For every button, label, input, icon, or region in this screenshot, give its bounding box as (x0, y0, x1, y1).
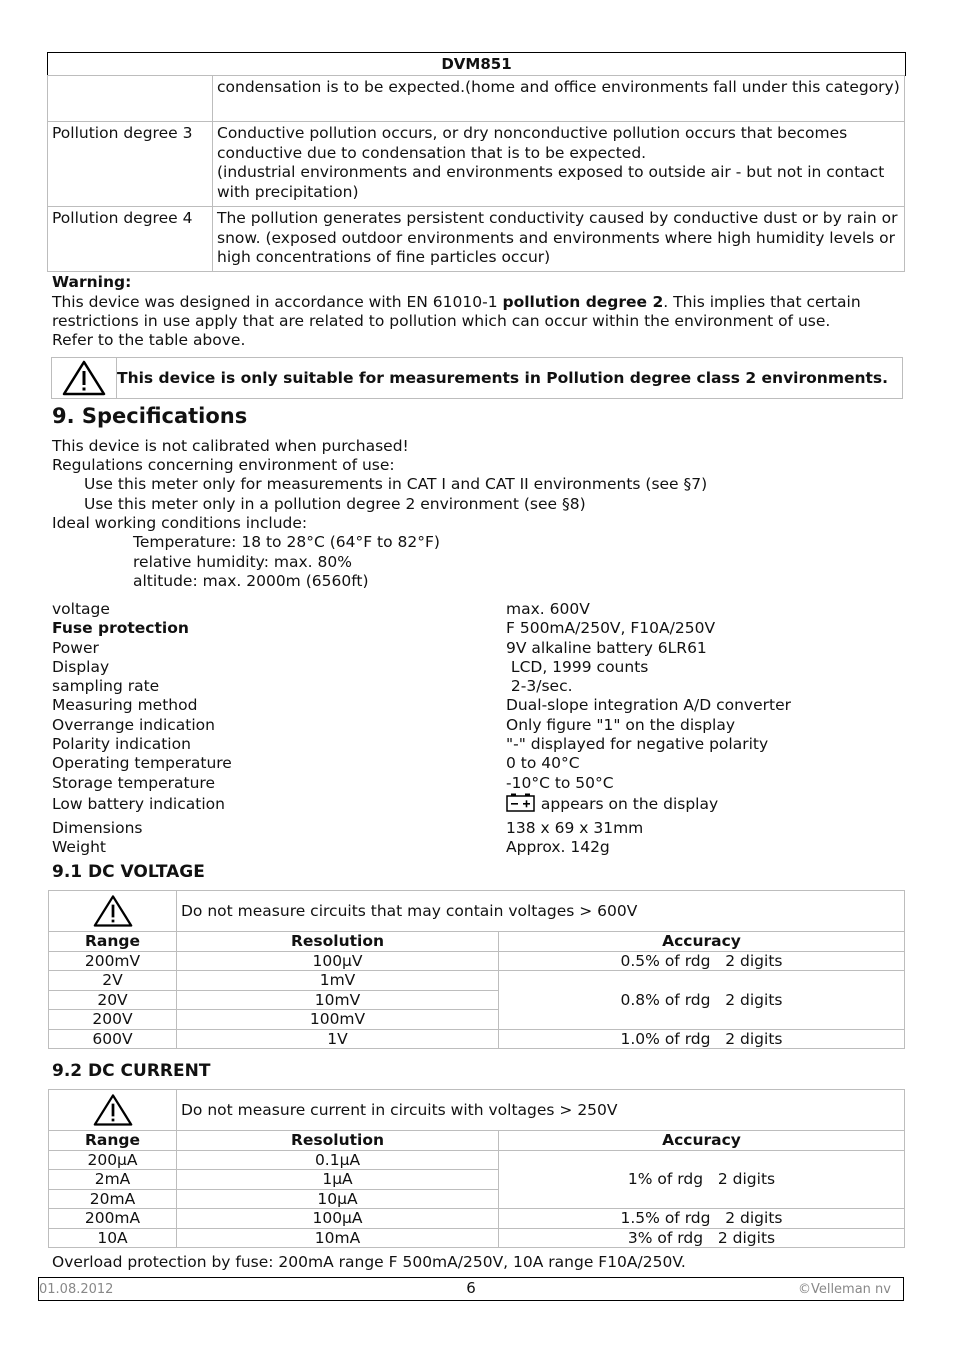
spec-key: Storage temperature (52, 773, 215, 792)
table-row (49, 1090, 905, 1131)
resolution-cell: 1µA (177, 1170, 499, 1190)
warning-heading: Warning: (52, 273, 132, 291)
accuracy-cell (499, 1209, 905, 1229)
spec-value: Dual-slope integration A/D converter (506, 696, 791, 715)
accuracy-digits: 2 digits (725, 1209, 783, 1227)
spec-value: Only figure "1" on the display (506, 715, 736, 734)
pollution-label (48, 76, 213, 122)
accuracy-cell (499, 1228, 905, 1248)
range-cell: 200V (49, 1010, 177, 1030)
warning-line-2: restrictions in use apply that are related to pollution which can occur within the environment of use. (52, 312, 831, 330)
page-number: 6 (466, 1279, 476, 1297)
intro-line: Use this meter only in a pollution degree 2 environment (see §8) (84, 495, 586, 513)
spec-key: Low battery indication (52, 794, 225, 813)
intro-line: Ideal working conditions include: (52, 514, 308, 532)
range-cell: 200µA (49, 1150, 177, 1170)
spec-value (506, 793, 718, 819)
spec-row (52, 619, 852, 638)
warning-triangle-icon (52, 358, 117, 398)
warning-message: Do not measure current in circuits with voltages > 250V (177, 1090, 905, 1131)
intro-line: altitude: max. 2000m (6560ft) (133, 572, 369, 590)
pollution-description: The pollution generates persistent conductivity caused by conductive dust or by rain or snow. (exposed outdoor environments and environments where high humidity levels or high concentrations of fine particles occur) (213, 207, 905, 272)
low-battery-text: appears on the display (536, 794, 719, 813)
spec-key: sampling rate (52, 677, 160, 696)
overload-note: Overload protection by fuse: 200mA range F 500mA/250V, 10A range F10A/250V. (52, 1253, 686, 1271)
footer-date: 01.08.2012 (39, 1282, 114, 1297)
accuracy-cell (499, 1150, 905, 1209)
warning-line-3: Refer to the table above. (52, 331, 246, 349)
column-header: Accuracy (499, 932, 905, 952)
spec-value: Approx. 142g (506, 838, 610, 857)
warning-message: This device is only suitable for measurements in Pollution degree class 2 environments. (117, 369, 889, 387)
table-header-row (49, 932, 905, 952)
resolution-cell: 10µA (177, 1189, 499, 1209)
spec-key: voltage (52, 600, 110, 618)
spec-key: Power (52, 638, 99, 657)
warning-bold-text: pollution degree 2 (502, 293, 664, 311)
spec-key: Overrange indication (52, 715, 215, 734)
intro-line: This device is not calibrated when purchased! (52, 437, 409, 455)
spec-key: Operating temperature (52, 754, 232, 773)
spec-row (52, 716, 852, 735)
warning-text: . This implies that certain (663, 293, 861, 311)
accuracy-digits: 2 digits (717, 1228, 776, 1247)
intro-line: Use this meter only for measurements in CAT I and CAT II environments (see §7) (84, 475, 708, 493)
table-row (49, 1150, 905, 1170)
table-row (49, 951, 905, 971)
section-heading: 9. Specifications (52, 404, 248, 428)
spec-row (52, 600, 852, 619)
column-header: Resolution (177, 1131, 499, 1151)
spec-row (52, 838, 852, 857)
spec-list (52, 600, 852, 858)
range-cell: 10A (49, 1228, 177, 1248)
spec-row (52, 819, 852, 838)
range-cell: 200mV (49, 951, 177, 971)
intro-line: Temperature: 18 to 28°C (64°F to 82°F) (133, 533, 440, 551)
warning-text: This device was designed in accordance with EN 61010-1 (52, 293, 503, 311)
spec-value: 2-3/sec. (506, 677, 573, 696)
spec-value: -10°C to 50°C (506, 773, 614, 792)
spec-row (52, 658, 852, 677)
accuracy-pct: 1% of rdg (627, 1170, 704, 1188)
intro-line: Regulations concerning environment of use: (52, 456, 395, 474)
spec-value: "-" displayed for negative polarity (506, 735, 769, 754)
pollution-description: Conductive pollution occurs, or dry nonconductive pollution occurs that becomes conductive due to condensation that is to be expected. (industrial environments and environments exposed to outside air - but not in contact with precipitation) (213, 122, 905, 207)
accuracy-pct: 1.5% of rdg (620, 1209, 711, 1227)
range-cell: 2mA (49, 1170, 177, 1190)
table-row (49, 1228, 905, 1248)
spec-key: Fuse protection (52, 619, 189, 638)
resolution-cell: 100mV (177, 1010, 499, 1030)
page-footer (38, 1277, 904, 1301)
accuracy-digits: 2 digits (725, 951, 783, 970)
spec-row (52, 774, 852, 793)
resolution-cell: 1mV (177, 971, 499, 991)
warning-triangle-icon (93, 894, 133, 928)
accuracy-cell (499, 951, 905, 971)
spec-key: Display (52, 657, 110, 676)
document-header: DVM851 (47, 52, 906, 76)
intro-line: relative humidity: max. 80% (133, 553, 352, 571)
spec-key: Polarity indication (52, 735, 191, 754)
column-header: Resolution (177, 932, 499, 952)
table-row (49, 1029, 905, 1049)
range-cell: 600V (49, 1029, 177, 1049)
spec-key: Dimensions (52, 818, 143, 837)
column-header: Range (49, 1131, 177, 1151)
warning-triangle-icon (93, 1093, 133, 1127)
column-header: Range (49, 932, 177, 952)
range-cell: 200mA (49, 1209, 177, 1229)
spec-value: max. 600V (506, 600, 590, 618)
column-header: Accuracy (499, 1131, 905, 1151)
low-battery-icon (506, 793, 536, 819)
dc-current-heading: 9.2 DC CURRENT (52, 1061, 211, 1081)
range-cell: 20mA (49, 1189, 177, 1209)
accuracy-pct: 1.0% of rdg (620, 1029, 711, 1048)
warning-line-1 (52, 293, 861, 312)
spec-key: Measuring method (52, 696, 198, 715)
dc-voltage-heading: 9.1 DC VOLTAGE (52, 862, 205, 882)
accuracy-pct: 0.8% of rdg (620, 990, 711, 1009)
accuracy-pct: 0.5% of rdg (620, 951, 711, 970)
accuracy-digits: 2 digits (725, 990, 783, 1009)
spec-row (52, 677, 852, 696)
spec-row (52, 735, 852, 754)
accuracy-cell (499, 1029, 905, 1049)
spec-value: 138 x 69 x 31mm (506, 818, 644, 837)
spec-row (52, 639, 852, 658)
warning-cell (49, 891, 177, 932)
pollution-warning-box (51, 357, 903, 399)
table-row (48, 76, 905, 122)
dc-voltage-table (48, 890, 905, 1049)
spec-value: 0 to 40°C (506, 754, 580, 773)
accuracy-pct: 3% of rdg (627, 1228, 704, 1247)
spec-key: Weight (52, 838, 107, 857)
warning-cell (49, 1090, 177, 1131)
spec-value: 9V alkaline battery 6LR61 (506, 638, 707, 657)
table-row (48, 207, 905, 272)
spec-row (52, 754, 852, 773)
pollution-degree-table (47, 75, 905, 272)
warning-message: Do not measure circuits that may contain voltages > 600V (177, 891, 905, 932)
table-row (49, 891, 905, 932)
pollution-label: Pollution degree 4 (48, 207, 213, 272)
table-row (49, 1209, 905, 1229)
spec-value: F 500mA/250V, F10A/250V (506, 619, 716, 638)
resolution-cell: 1V (177, 1029, 499, 1049)
resolution-cell: 100µV (177, 951, 499, 971)
spec-row (52, 793, 852, 819)
table-row (49, 971, 905, 991)
range-cell: 2V (49, 971, 177, 991)
spec-value: LCD, 1999 counts (506, 657, 649, 676)
range-cell: 20V (49, 990, 177, 1010)
spec-row (52, 696, 852, 715)
dc-current-table (48, 1089, 905, 1248)
resolution-cell: 0.1µA (177, 1150, 499, 1170)
pollution-label: Pollution degree 3 (48, 122, 213, 207)
pollution-description: condensation is to be expected.(home and office environments fall under this category) (213, 76, 905, 122)
resolution-cell: 100µA (177, 1209, 499, 1229)
resolution-cell: 10mA (177, 1228, 499, 1248)
accuracy-cell (499, 971, 905, 1030)
accuracy-digits: 2 digits (717, 1170, 776, 1188)
table-header-row (49, 1131, 905, 1151)
resolution-cell: 10mV (177, 990, 499, 1010)
footer-copyright: ©Velleman nv (797, 1282, 891, 1297)
table-row (48, 122, 905, 207)
accuracy-digits: 2 digits (725, 1029, 783, 1048)
